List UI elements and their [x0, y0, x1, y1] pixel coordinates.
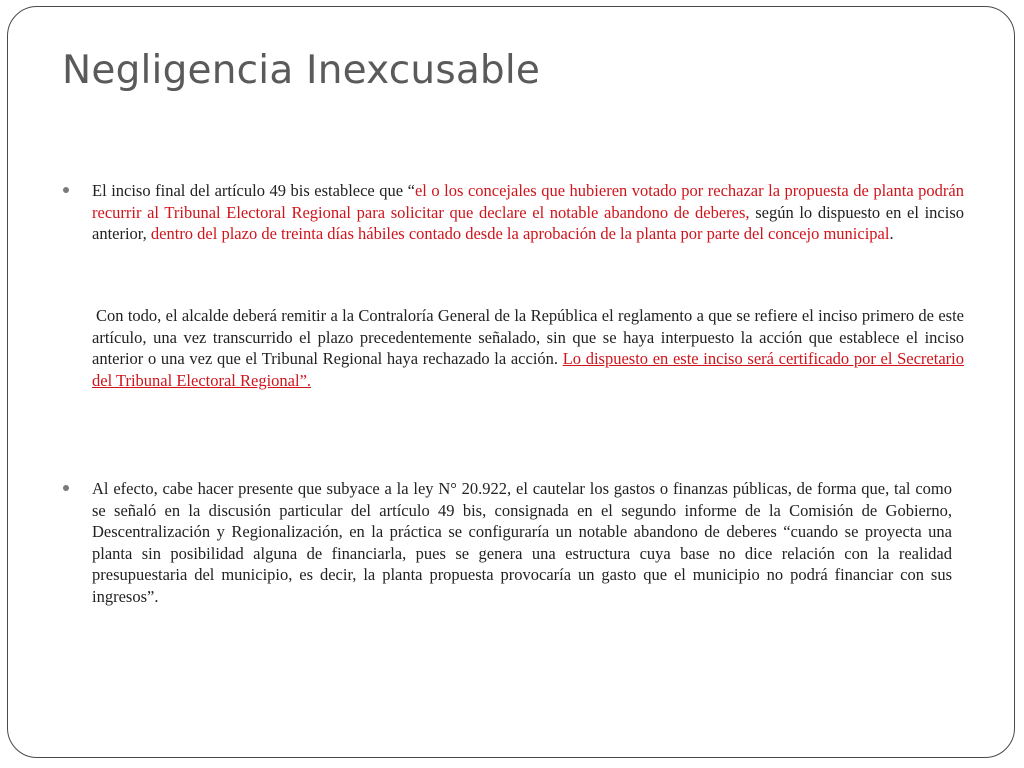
bullet-paragraph-2 — [92, 478, 952, 607]
red-quote-run: el o los concejales que hubieren votado por rechazar la propuesta de planta podrán recurrir al Tribunal Electoral Regional para solicitar que declare el notable abandono de deberes, — [92, 181, 964, 222]
text-run: según lo dispuesto en el inciso anterior, — [92, 202, 964, 243]
text-run: . — [889, 224, 894, 243]
text-run: Con todo, el alcalde deberá remitir a la Contraloría General de la República el reglamento a que se refiere el inciso primero de este artículo, una vez transcurrido el plazo precedentemente señalado, sin que se haya interpuesto la acción que establece el inciso anterior o una vez que el Tribunal Regional haya rechazado la acción. — [92, 306, 964, 368]
paragraph-2 — [92, 305, 964, 391]
bullet-dot — [63, 187, 69, 193]
bullet-paragraph-1 — [92, 180, 964, 245]
underlined-red-run: Lo dispuesto en este inciso será certificado por el Secretario del Tribunal Electoral Regional”. — [92, 349, 964, 390]
bullet-dot — [63, 485, 69, 491]
red-quote-run: dentro del plazo de treinta días hábiles contado desde la aprobación de la planta por parte del concejo municipal — [150, 224, 890, 243]
text-run: El inciso final del artículo 49 bis establece que “ — [92, 181, 415, 200]
slide-title: Negligencia Inexcusable — [62, 48, 541, 93]
text-run: Al efecto, cabe hacer presente que subyace a la ley N° 20.922, el cautelar los gastos o finanzas públicas, de forma que, tal como se señaló en la discusión particular del artículo 49 bis, consignada en el segundo informe de la Comisión de Gobierno, Descentralización y Regionalización, en la práctica se configuraría un notable abandono de deberes “cuando se proyecta una planta sin posibilidad alguna de financiarla, pues se genera una estructura cuya base no dice relación con la realidad presupuestaria del municipio, es decir, la planta propuesta provocaría un gasto que el municipio no podrá financiar con sus ingresos”. — [92, 479, 952, 606]
